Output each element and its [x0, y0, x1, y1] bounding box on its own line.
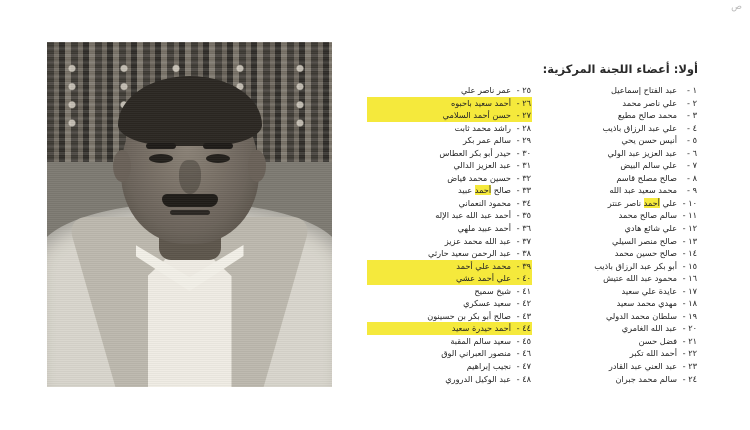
member-list-item-number: ٤٦ - — [516, 348, 531, 359]
member-list-item — [367, 297, 532, 310]
member-list-item-number: ١١ - — [682, 210, 697, 221]
member-list-item-number: ٤٧ - — [516, 361, 531, 372]
member-list-item — [367, 222, 532, 235]
member-list-item-number: ٢٣ - — [682, 361, 697, 372]
member-list-item-name: عبد الوكيل الدروري — [445, 373, 511, 384]
member-list-item — [553, 84, 698, 97]
highlighted-text: أحمد — [643, 197, 660, 208]
member-list-item — [553, 222, 698, 235]
member-list-item-name: محمد صالح مطيع — [617, 110, 677, 121]
member-list-item-number: ١٨ - — [682, 298, 697, 309]
member-list-item — [367, 209, 532, 222]
member-list-item-name: حسن أحمد السلامي — [442, 110, 511, 121]
member-list-item-name: عايدة علي سعيد — [621, 285, 677, 296]
member-list-item-number: ٥ - — [687, 135, 697, 146]
member-list-item-name: عبد الله الغامري — [621, 323, 677, 334]
member-list-item-number: ٢٤ - — [682, 373, 697, 384]
member-list-item-name: فضل حسن — [638, 335, 677, 346]
member-list-item-name: صالح مصلح قاسم — [616, 172, 677, 183]
member-list-item-name: أحمد سعيد باحبوه — [451, 97, 511, 108]
member-list-item-name: سالم عمر بكر — [463, 135, 511, 146]
member-list-item — [553, 122, 698, 135]
member-list-item — [553, 209, 698, 222]
member-list-item-number: ٤١ - — [516, 285, 531, 296]
member-list-item-name: علي سالم البيض — [620, 160, 677, 171]
member-list-item-name: سلطان محمد الدولي — [605, 310, 677, 321]
member-list-item — [553, 147, 698, 160]
member-list-item-number: ٢٥ - — [516, 85, 531, 95]
member-list-item-number: ١٤ - — [682, 248, 697, 259]
photo-subject-brow-right — [203, 143, 233, 149]
member-list-item — [553, 235, 698, 248]
member-list-item — [553, 184, 698, 197]
member-list-item-number: ١٧ - — [682, 285, 697, 296]
member-list-item — [553, 260, 698, 273]
member-list-item — [553, 310, 698, 323]
member-list-item-name: محمود عبد الله عتيش — [603, 273, 677, 284]
member-list-item-name: علي عبد الرزاق باذيب — [602, 122, 677, 133]
member-list-item-number: ٣ - — [687, 110, 697, 121]
member-list-item — [553, 272, 698, 285]
member-list-item-name: أحمد عبيد ملهي — [457, 223, 511, 234]
member-list-item-number: ٢١ - — [682, 335, 697, 346]
member-list-item-number: ٣٩ - — [516, 260, 531, 271]
member-list-item-number: ٣٨ - — [516, 248, 531, 259]
member-list-item-number: ١٠ - — [682, 197, 697, 208]
member-list-item-number: ٤٥ - — [516, 335, 531, 346]
photo-subject-nose — [179, 160, 201, 194]
backdrop-motif — [65, 60, 79, 130]
member-list-item-number: ٩ - — [687, 185, 697, 196]
photo-subject-brow-left — [146, 143, 176, 149]
member-list-item — [553, 197, 698, 210]
member-list-item — [367, 347, 532, 360]
member-list-item — [367, 247, 532, 260]
member-list-item-number: ١٢ - — [682, 223, 697, 234]
member-list-item — [367, 310, 532, 323]
member-list-item — [367, 322, 532, 335]
member-list-item — [367, 147, 532, 160]
member-list-item-name: سعيد سالم المقبة — [450, 335, 511, 346]
member-list-item-name: صالح منصر السيلي — [612, 235, 677, 246]
member-list-item-number: ٦ - — [687, 147, 697, 158]
member-list-item — [367, 172, 532, 185]
member-list-item-number: ٣٢ - — [516, 172, 531, 183]
member-list-item-name: سعيد عسكري — [463, 298, 511, 309]
photo-subject-eye-right — [206, 154, 230, 163]
member-list-item-number: ٢٠ - — [682, 323, 697, 334]
member-list-item-number: ٤٤ - — [516, 323, 531, 334]
member-list-item — [553, 297, 698, 310]
member-list-item-number: ٣٤ - — [516, 197, 531, 208]
member-list-item-name: عبد العزيز عبد الولي — [607, 147, 677, 158]
member-list-item-name: شيخ سميح — [474, 285, 511, 296]
member-list-item-name: عبد العزيز الدالي — [453, 160, 511, 171]
member-list-item-number: ١٦ - — [682, 273, 697, 284]
member-list-item — [367, 97, 532, 110]
photo-image — [47, 42, 332, 387]
member-list-item — [367, 122, 532, 135]
member-list-item-number: ٤٣ - — [516, 310, 531, 321]
member-list-item — [553, 285, 698, 298]
member-list-item — [367, 335, 532, 348]
member-list-item-name: أنيس حسن يحي — [621, 135, 677, 146]
member-list-item-number: ٣١ - — [516, 160, 531, 171]
member-list-item-name: سالم صالح محمد — [618, 210, 677, 221]
member-list-item — [553, 247, 698, 260]
member-list-item-number: ٤ - — [687, 122, 697, 133]
photo-subject-mouth — [170, 210, 210, 215]
member-list-item — [553, 134, 698, 147]
member-list-item-number: ٢٢ - — [682, 348, 697, 359]
member-list-item-name: صالح أحمد عبيد — [458, 185, 511, 196]
member-list-item-number: ١ - — [687, 85, 697, 95]
member-list-item-name: أبو بكر عبد الرزاق باذيب — [594, 260, 677, 271]
member-list-item-number: ٣٧ - — [516, 235, 531, 246]
member-list-item-number: ٣٠ - — [516, 147, 531, 158]
member-list-item-name: أحمد الله تكبر — [629, 348, 677, 359]
member-list-item-name: عبد العني عبد القادر — [608, 361, 677, 372]
member-list-item-number: ١٥ - — [682, 260, 697, 271]
member-list-column-left — [367, 84, 532, 385]
member-list-item — [367, 84, 532, 97]
member-list-item-number: ٢ - — [687, 97, 697, 108]
member-list-item-number: ٤٢ - — [516, 298, 531, 309]
member-list-item — [553, 373, 698, 386]
member-list-item-number: ٣٥ - — [516, 210, 531, 221]
member-list-item-number: ٢٧ - — [516, 110, 531, 121]
backdrop-motif — [293, 60, 307, 130]
member-list-item-name: مهدي محمد سعيد — [616, 298, 677, 309]
member-list-item-number: ٢٩ - — [516, 135, 531, 146]
member-list-item-name: عمر ناصر علي — [460, 85, 511, 95]
member-list-item-number: ٣٦ - — [516, 223, 531, 234]
member-list-item — [367, 260, 532, 273]
member-list-item-name: علي شائع هادي — [624, 223, 677, 234]
member-list-item — [367, 235, 532, 248]
member-list-item-name: علي ناصر محمد — [622, 97, 677, 108]
member-list-item — [553, 322, 698, 335]
member-list-item-number: ٤٠ - — [516, 273, 531, 284]
member-list-item — [367, 272, 532, 285]
member-list-item-name: أحمد حيدرة سعيد — [451, 323, 511, 334]
member-list-item-name: منصور العبراني الوق — [441, 348, 511, 359]
member-list-item — [553, 172, 698, 185]
member-list-item-number: ٣٣ - — [516, 185, 531, 196]
member-list-item-name: صالح حسين محمد — [614, 248, 677, 259]
member-list-item — [367, 285, 532, 298]
member-list-item-name: محمد علي أحمد — [456, 260, 511, 271]
member-list-item — [367, 373, 532, 386]
member-list-item — [367, 109, 532, 122]
member-list-item-name: محمد سعيد عبد الله — [609, 185, 677, 196]
member-list-item — [553, 109, 698, 122]
member-list-item — [367, 360, 532, 373]
member-list-item-name: صالح أبو بكر بن حسينون — [427, 310, 511, 321]
member-list-item-name: سالم محمد جبران — [615, 373, 677, 384]
photo-subject-ear-right — [248, 150, 266, 182]
member-list-item-name: علي أحمد عشي — [455, 273, 511, 284]
member-list-item-number: ٨ - — [687, 172, 697, 183]
member-list-item-name: علي أحمد ناصر عنتر — [607, 197, 677, 208]
portrait-photo — [47, 42, 332, 387]
member-list-item — [553, 159, 698, 172]
member-list-item-number: ٢٨ - — [516, 122, 531, 133]
member-list-item-number: ٢٦ - — [516, 97, 531, 108]
member-list-item-name: حيدر أبو بكر العطاس — [439, 147, 511, 158]
member-list-item — [553, 360, 698, 373]
photo-subject-moustache — [162, 194, 218, 207]
member-list-item — [367, 159, 532, 172]
highlighted-text: أحمد — [474, 185, 492, 196]
member-list-item — [367, 197, 532, 210]
section-heading: أولا: أعضاء اللجنة المركزية: — [542, 62, 698, 76]
member-list-item-number: ٤٨ - — [516, 373, 531, 384]
photo-subject-ear-left — [113, 150, 131, 182]
member-list-item-name: محمود النعماني — [458, 197, 511, 208]
member-list-item-number: ١٩ - — [682, 310, 697, 321]
member-list-item-name: أحمد عبد الله عبد الإله — [435, 210, 511, 221]
member-list-item — [367, 134, 532, 147]
member-list-item-number: ١٣ - — [682, 235, 697, 246]
member-list-item-number: ٧ - — [687, 160, 697, 171]
member-list-item — [553, 97, 698, 110]
member-list-item-name: عبد الله محمد عزيز — [444, 235, 511, 246]
member-list-item — [553, 347, 698, 360]
member-list-item-name: عبد الرحمن سعيد حارثي — [428, 248, 511, 259]
member-list-item-name: راشد محمد ثابت — [454, 122, 511, 133]
member-list-item-name: حسين محمد فياض — [447, 172, 511, 183]
member-list-item — [553, 335, 698, 348]
page-corner-mark: ص — [731, 2, 742, 12]
member-list-item-name: عبد الفتاح إسماعيل — [611, 85, 677, 95]
member-list-column-right — [553, 84, 698, 385]
member-list-item — [367, 184, 532, 197]
photo-subject-eye-left — [149, 154, 173, 163]
member-list-item-name: نجيب إبراهيم — [466, 361, 511, 372]
